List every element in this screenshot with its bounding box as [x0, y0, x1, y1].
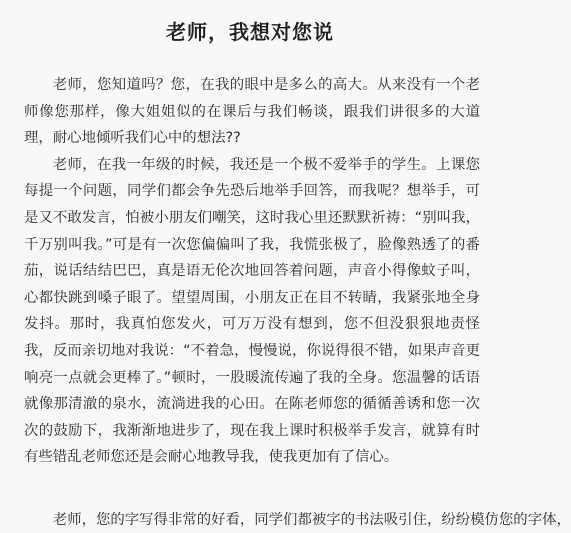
paragraph-2: 老师，在我一年级的时候，我还是一个极不爱举手的学生。上课您每提一个问题，同学们都会争先恐后地举手回答，而我呢？想举手，可是又不敢发言，怕被小朋友们嘲笑，这时我心里还默默祈祷：“别叫我，千万别叫我。”可是有一次您偏偏叫了我，我慌张极了，脸像熟透了的番茄，说话结结巴巴，真是语无伦次地回答着问题，声音小得像蚊子叫，心都快跳到嗓子眼了。望望周围，小朋友正在目不转睛，我紧张地全身发抖。那时，我真怕您发火，可万万没有想到，您不但没狠狠地责怪我，反而亲切地对我说：“不着急，慢慢说，你说得很不错，如果声音更响亮一点就会更棒了。”顿时，一股暖流传遍了我的全身。您温馨的话语就像那清澈的泉水，流淌进我的心田。在陈老师您的循循善诱和您一次次的鼓励下，我渐渐地进步了，现在我上课时积极举手发言，就算有时有些错乱老师您还是会耐心地教导我，使我更加有了信心。: [24, 156, 480, 466]
partial-next-line: 老师，您的字写得非常的好看，同学们都被字的书法吸引住，纷纷模仿您的字体，: [52, 512, 571, 528]
article-body: [24, 72, 480, 471]
article-title: 老师，我想对您说: [166, 20, 334, 44]
paragraph-1: 老师，您知道吗？您，在我的眼中是多么的高大。从来没有一个老师像您那样，像大姐姐似的在课后与我们畅谈，跟我们讲很多的大道理，耐心地倾听我们心中的想法??: [24, 77, 480, 147]
